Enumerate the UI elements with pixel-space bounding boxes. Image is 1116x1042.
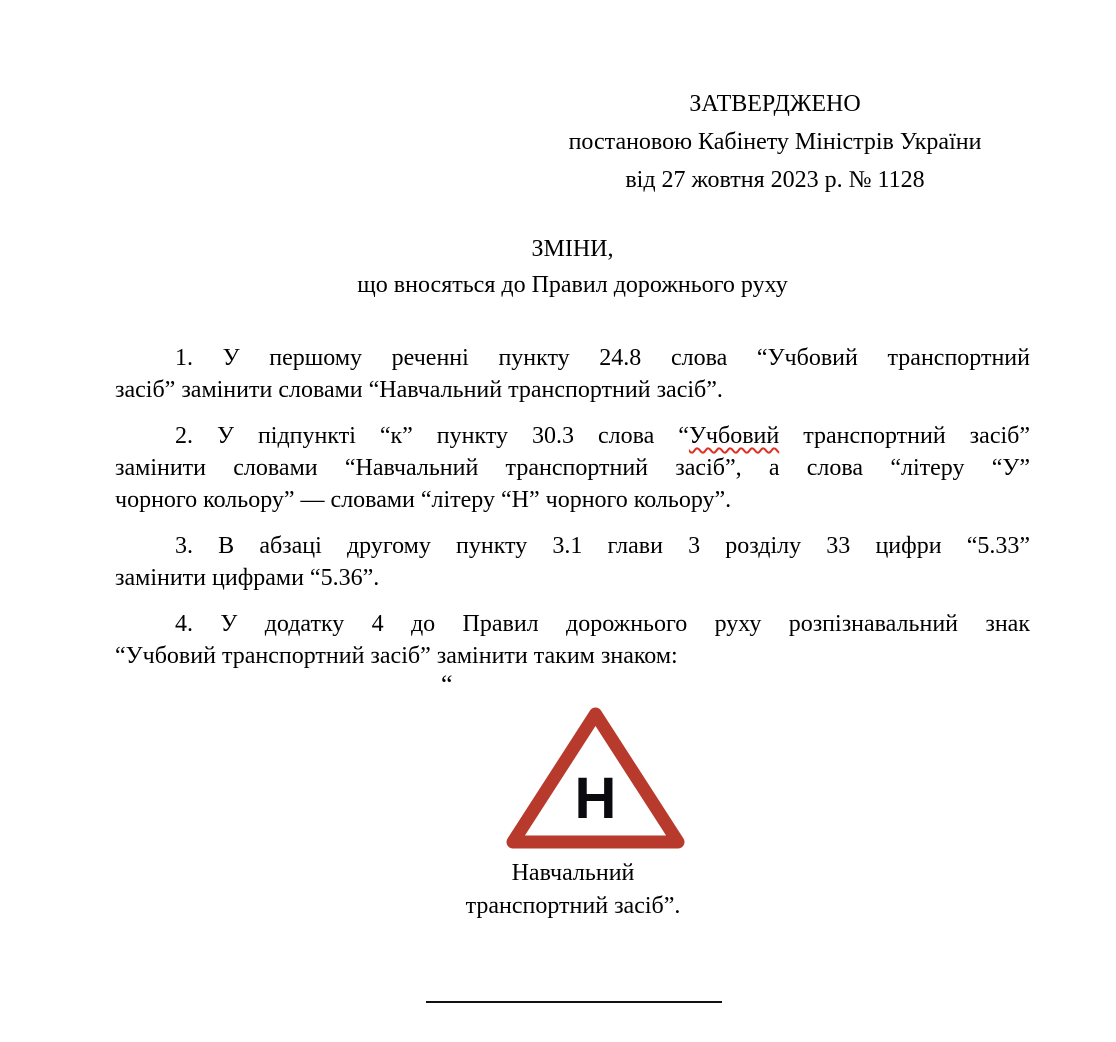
sign-caption-line-1: Навчальний — [511, 860, 635, 886]
sign-caption — [373, 857, 773, 923]
sign-caption-line-2: транспортний засіб”. — [465, 893, 681, 919]
paragraph-2-line-1 — [115, 420, 1030, 452]
approval-line-1: ЗАТВЕРДЖЕНО — [689, 91, 861, 117]
paragraph-2-line-3: чорного кольору” — словами “літеру “Н” чорного кольору”. — [115, 487, 732, 513]
paragraph-3-line-1: 3. В абзаці другому пункту 3.1 глави 3 розділу 33 цифри “5.33” — [175, 533, 1030, 559]
sign-open-quote: “ — [441, 670, 453, 699]
paragraph-1-line-2: засіб” замінити словами “Навчальний транспортний засіб”. — [115, 377, 723, 403]
footer-divider — [426, 1001, 722, 1003]
paragraph-2-post-text: транспортний засіб” — [779, 423, 1030, 449]
paragraph-3-line-2: замінити цифрами “5.36”. — [115, 565, 380, 591]
misspelled-word: Учбовий — [688, 423, 780, 449]
paragraph-1-line-1: 1. У першому реченні пункту 24.8 слова “Учбовий транспортний — [175, 345, 1030, 371]
paragraph-2-line-2: замінити словами “Навчальний транспортний засіб”, а слова “літеру “У” — [115, 455, 1030, 481]
paragraph-4-line-2: “Учбовий транспортний засіб” замінити таким знаком: — [115, 643, 678, 669]
document-body — [115, 342, 1030, 672]
document-title-line-2: що вносяться до Правил дорожнього руху — [357, 272, 788, 298]
warning-triangle-icon — [505, 706, 686, 846]
document-title-line-1: ЗМІНИ, — [531, 236, 614, 262]
paragraph-2-pre-text: 2. У підпункті “к” пункту 30.3 слова “ — [175, 423, 689, 449]
training-vehicle-sign — [505, 706, 686, 846]
approval-line-2: постановою Кабінету Міністрів України — [568, 129, 982, 155]
document-title — [115, 231, 1030, 303]
paragraph-4-line-1: 4. У додатку 4 до Правил дорожнього руху розпізнавальний знак — [175, 611, 1030, 637]
approval-line-3: від 27 жовтня 2023 р. № 1128 — [625, 167, 925, 193]
sign-letter: Н — [574, 766, 617, 831]
approval-block — [529, 85, 1021, 199]
